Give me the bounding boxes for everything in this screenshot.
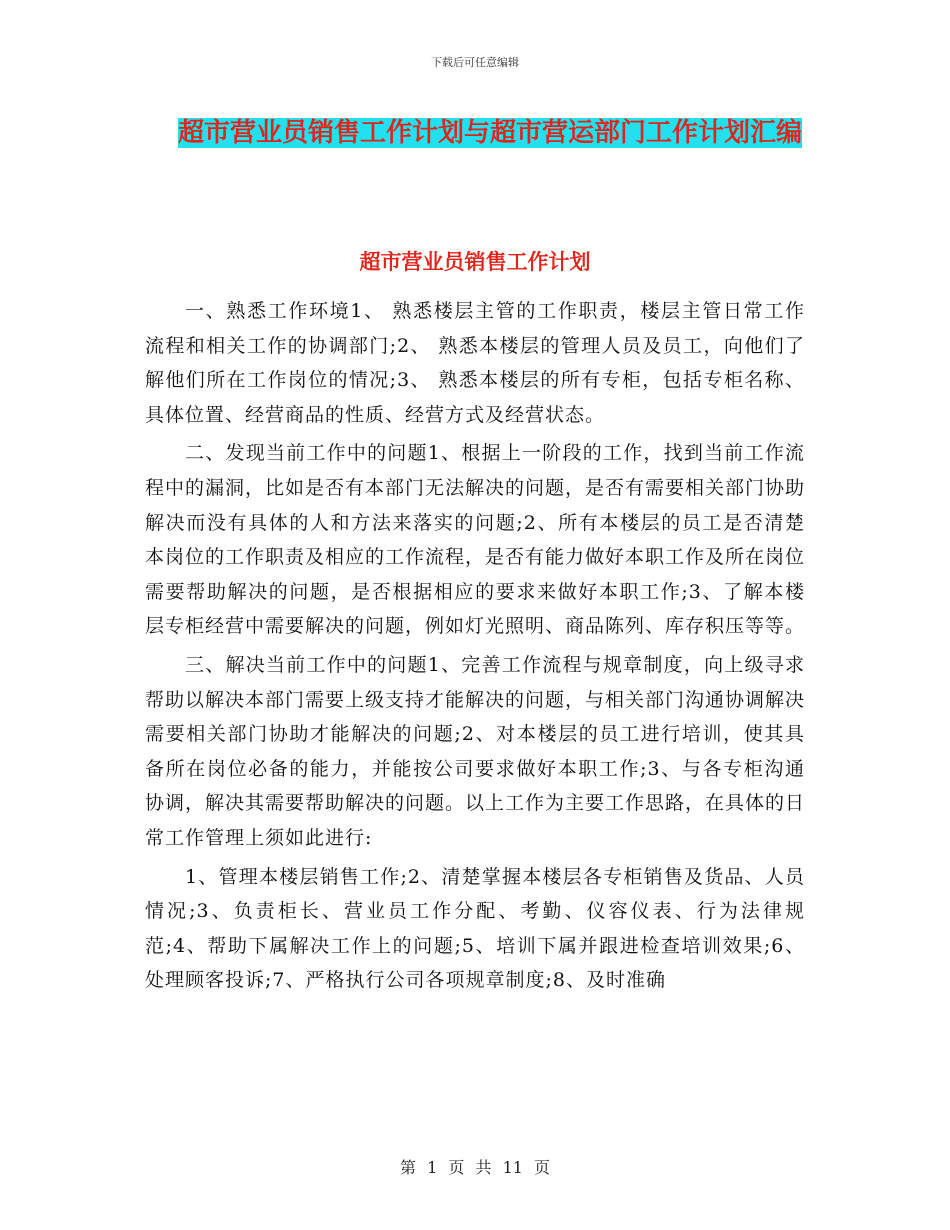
paragraph: 1、管理本楼层销售工作;2、清楚掌握本楼层各专柜销售及货品、人员情况;3、负责柜长、营业员工作分配、考勤、仪容仪表、行为法律规范;4、帮助下属解决工作上的问题;5、培训下属并跟进检查培训效果;6、处理顾客投诉;7、严格执行公司各项规章制度;8、及时准确 [145, 865, 805, 992]
footer-page-number: 1 [427, 1158, 438, 1177]
header-note: 下载后可任意编辑 [431, 56, 519, 69]
paragraph: 一、熟悉工作环境1、 熟悉楼层主管的工作职责，楼层主管日常工作流程和相关工作的协调部门;2、 熟悉本楼层的管理人员及员工，向他们了解他们所在工作岗位的情况;3、 熟悉本楼层的所有专柜，包括专柜名称、具体位置、经营商品的性质、经营方式及经营状态。 [145, 300, 805, 426]
section-heading: 超市营业员销售工作计划 [359, 250, 591, 274]
footer-page-unit: 页 [448, 1158, 465, 1177]
footer-total-pages: 11 [502, 1158, 523, 1177]
document-body [145, 294, 805, 998]
footer-prefix: 第 [399, 1158, 416, 1177]
footer-total-prefix: 共 [475, 1158, 492, 1177]
document-title-text: 超市营业员销售工作计划与超市营运部门工作计划汇编 [177, 118, 802, 148]
page-footer [0, 1155, 950, 1178]
footer-total-unit: 页 [534, 1158, 551, 1177]
document-title [150, 110, 830, 156]
paragraph: 二、发现当前工作中的问题1、根据上一阶段的工作，找到当前工作流程中的漏洞，比如是否有本部门无法解决的问题，是否有需要相关部门协助解决而没有具体的人和方法来落实的问题;2、所有本楼层的员工是否清楚本岗位的工作职责及相应的工作流程，是否有能力做好本职工作及所在岗位需要帮助解决的问题，是否根据相应的要求来做好本职工作;3、了解本楼层专柜经营中需要解决的问题，例如灯光照明、商品陈列、库存积压等等。 [145, 442, 806, 638]
paragraph: 三、解决当前工作中的问题1、完善工作流程与规章制度，向上级寻求帮助以解决本部门需要上级支持才能解决的问题，与相关部门沟通协调解决需要相关部门协助才能解决的问题;2、对本楼层的员工进行培训，使其具备所在岗位必备的能力，并能按公司要求做好本职工作;3、与各专柜沟通协调，解决其需要帮助解决的问题。以上工作为主要工作思路，在具体的日常工作管理上须如此进行: [145, 653, 806, 849]
